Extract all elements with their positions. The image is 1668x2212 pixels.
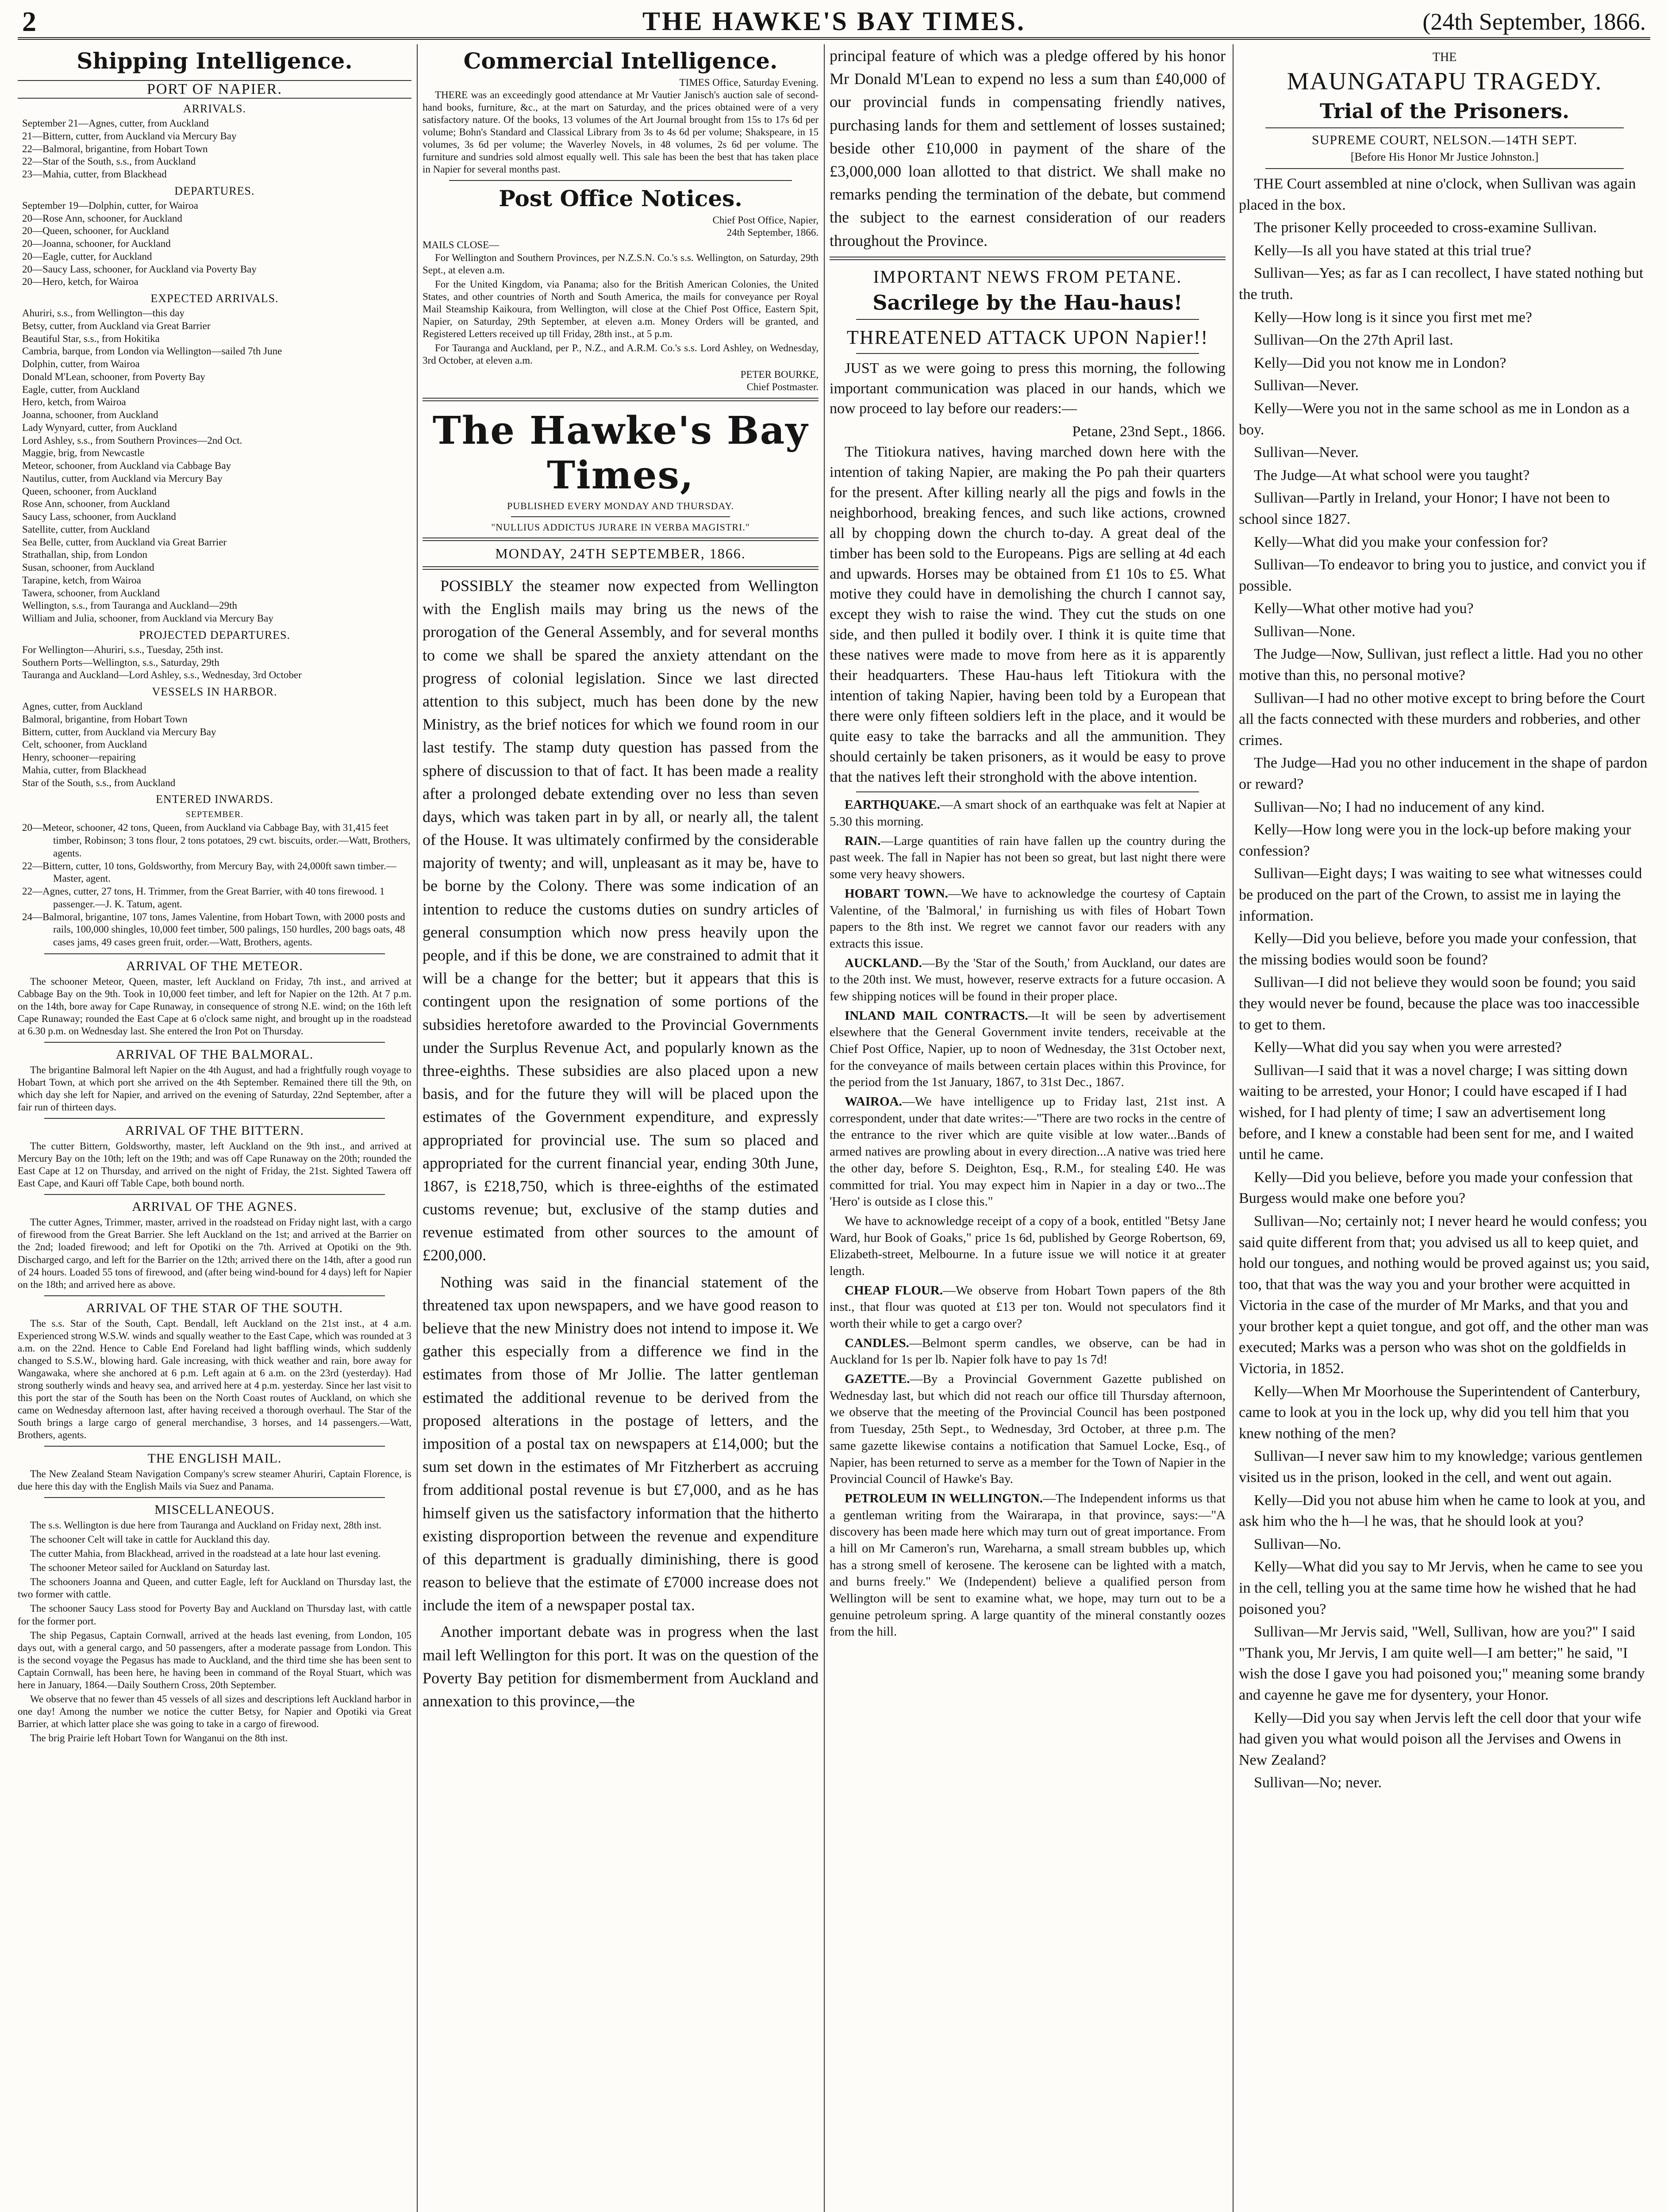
news-briefs bbox=[830, 797, 1226, 1640]
trial-column bbox=[1239, 44, 1650, 2212]
brief-text: —Belmont sperm candles, we observe, can be had in Auckland for 1s per lb. Napier folk have to pay 1s 7d! bbox=[830, 1336, 1226, 1367]
brief-text: —We have to acknowledge the courtesy of Captain Valentine, of the 'Balmoral,' in furnishing us with files of Hobart Town papers to the 8th inst. We regret we cannot favor our readers with any extracts this issue. bbox=[830, 886, 1226, 951]
double-divider bbox=[423, 398, 819, 401]
list-item: Agnes, cutter, from Auckland bbox=[22, 701, 142, 712]
expected-heading: EXPECTED ARRIVALS. bbox=[150, 292, 279, 305]
mails-close-label: MAILS CLOSE— bbox=[423, 239, 500, 251]
commercial-dateline: TIMES Office, Saturday Evening. bbox=[679, 77, 819, 88]
departures-list bbox=[18, 200, 411, 288]
list-item: Balmoral, brigantine, from Hobart Town bbox=[22, 713, 188, 725]
transcript-line: Sullivan—No; never. bbox=[1254, 1774, 1382, 1791]
brief-item bbox=[830, 1283, 1226, 1333]
list-item: 20—Meteor, schooner, 42 tons, Queen, from Auckland via Cabbage Bay, with 31,415 feet timber, Robinson; 3 tons flour, 2 tons potatoes, 29 cwt. biscuits, order.—Watt, Brothers, agents. bbox=[22, 822, 411, 859]
post-office-date: 24th September, 1866. bbox=[726, 227, 819, 238]
transcript-line: Kelly—Did you not know me in London? bbox=[1254, 354, 1507, 371]
transcript-line: The Judge—At what school were you taught? bbox=[1254, 467, 1530, 484]
list-item: Tarapine, ketch, from Wairoa bbox=[22, 574, 141, 586]
transcript-line: Kelly—Did you not abuse him when he came to look at you, and ask him who the h—l he was, that he should look at you? bbox=[1239, 1492, 1645, 1530]
brief-head: HOBART TOWN. bbox=[845, 886, 948, 901]
transcript-line: Kelly—How long is it since you first met me? bbox=[1254, 309, 1532, 326]
transcript-line: Kelly—When Mr Moorhouse the Superintendent of Canterbury, came to look at you in the lock up, why did you tell him that you knew nothing of the men? bbox=[1239, 1383, 1641, 1442]
list-item: Lord Ashley, s.s., from Southern Provinces—2nd Oct. bbox=[22, 434, 242, 446]
transcript-line: Kelly—What did you say when you were arrested? bbox=[1254, 1039, 1562, 1056]
divider bbox=[1265, 127, 1624, 128]
list-item: 22—Bittern, cutter, 10 tons, Goldsworthy, from Mercury Bay, with 24,000ft sawn timber.—Master, agent. bbox=[22, 860, 396, 884]
commercial-article bbox=[423, 77, 819, 176]
list-item: Tauranga and Auckland—Lord Ashley, s.s., Wednesday, 3rd October bbox=[22, 669, 302, 681]
list-item: Rose Ann, schooner, from Auckland bbox=[22, 498, 170, 510]
transcript-line: Kelly—What did you make your confession for? bbox=[1254, 534, 1548, 550]
trial-subtitle: Trial of the Prisoners. bbox=[1319, 99, 1570, 123]
post-office-address: Chief Post Office, Napier, bbox=[712, 215, 819, 226]
divider bbox=[449, 180, 792, 181]
misc-heading: MISCELLANEOUS. bbox=[154, 1502, 275, 1517]
masthead bbox=[18, 4, 1650, 40]
brief-text: —By the 'Star of the South,' from Auckland, our dates are to the 20th inst. We must, however, reserve extracts for a future occasion. A few shipping notices will be found in their proper place. bbox=[830, 956, 1226, 1003]
signature-title: Chief Postmaster. bbox=[746, 381, 819, 392]
list-item: Tawera, schooner, from Auckland bbox=[22, 587, 160, 599]
transcript-line: Kelly—Is all you have stated at this trial true? bbox=[1254, 242, 1531, 259]
divider bbox=[44, 953, 385, 954]
newspaper-title: THE HAWKE'S BAY TIMES. bbox=[642, 7, 1026, 36]
list-item: Beautiful Star, s.s., from Hokitika bbox=[22, 333, 160, 344]
brief-item bbox=[830, 1213, 1226, 1280]
brief-item bbox=[830, 1094, 1226, 1210]
transcript-line: Sullivan—No; certainly not; I never heard he would confess; you said quite different from that; you advised us all to keep quiet, and hold our tongues, and nothing would be proved against us; you said, too, that that was the way you and your brother were acquitted in Victoria in the case of the murder of Mr Marks, and that you and your brother kept a quiet tongue, and got off, and the other man was executed; Marks was a person who was shot on the goldfields in Victoria, in 1852. bbox=[1239, 1213, 1650, 1377]
departures-heading: DEPARTURES. bbox=[174, 184, 255, 197]
brief-item bbox=[830, 797, 1226, 830]
article-text: The cutter Bittern, Goldsworthy, master, left Auckland on the 9th inst., and arrived at Mercury Bay on the 10th; left on the 19th; and was off Cape Runaway on the 20th; rounded the East Cape at 12 on Thursday, and arrived on the night of Friday, the 21st. Sighted Tawera off East Cape, and Kauri off Table Cape, both bound north. bbox=[18, 1141, 411, 1189]
article-text: The schooner Meteor, Queen, master, left Auckland on Friday, 7th inst., and arrived at Cabbage Bay on the 9th. Took in 10,000 feet timber, and left for Napier on the 12th. At 7 p.m. on the 14th, bore away for Cape Runaway, in consequence of strong N.E. wind; on the 16th left Cape Runaway; rounded the East Cape at 6 o'clock same night, and brought up in the roadstead at 6.30 p.m. on Wednesday last. She entered the Iron Pot on Thursday. bbox=[18, 975, 411, 1037]
list-item: September 21—Agnes, cutter, from Auckland bbox=[22, 118, 209, 129]
list-item: For Wellington—Ahuriri, s.s., Tuesday, 25th inst. bbox=[22, 644, 223, 655]
article-text: principal feature of which was a pledge offered by his honor Mr Donald M'Lean to expend no less a sum than £40,000 of our provincial funds in compensating friendly natives, purchasing lands for them and settlement of losses sustained; beside other £10,000 in payment of the share of the £3,000,000 loan allotted to that district. We shall make no remarks pending the termination of the debate, but commend the subject to the earnest consideration of our readers throughout the Province. bbox=[830, 47, 1226, 250]
divider bbox=[856, 791, 1199, 792]
nameplate: The Hawke's Bay Times, bbox=[432, 408, 809, 498]
shipping-column bbox=[18, 44, 411, 2212]
judge-line: [Before His Honor Mr Justice Johnston.] bbox=[1350, 150, 1539, 163]
issue-date: (24th September, 1866. bbox=[1422, 8, 1646, 35]
brief-text: —We have intelligence up to Friday last, 21st inst. A correspondent, under that date writes:—"There are two rocks in the centre of the entrance to the river which are quite visible at low water...Bands of armed natives are prowling about in every direction...A native was tried here the other day, before S. Deighton, Esq., R.M., for stealing £40. He was committed for trial. You may expect him in Napier in a day or two...The 'Hero' is outside as I close this." bbox=[830, 1094, 1226, 1209]
column-rule bbox=[824, 44, 825, 2212]
list-item: Dolphin, cutter, from Wairoa bbox=[22, 358, 140, 369]
list-item: Saucy Lass, schooner, from Auckland bbox=[22, 511, 176, 522]
trial-the: THE bbox=[1432, 50, 1457, 64]
court-line: SUPREME COURT, NELSON.—14TH SEPT. bbox=[1311, 133, 1578, 147]
brief-item bbox=[830, 955, 1226, 1005]
brief-text: —Large quantities of rain have fallen up the country during the past week. The fall in Napier has not been so great, but last night there were some very heavy showers. bbox=[830, 833, 1226, 882]
list-item: 20—Rose Ann, schooner, for Auckland bbox=[22, 212, 182, 224]
transcript-line: Sullivan—No; I had no inducement of any kind. bbox=[1254, 799, 1545, 815]
article-text: The cutter Agnes, Trimmer, master, arrived in the roadstead on Friday night last, with a cargo of firewood from the Great Barrier. She left Auckland on the 1st; and arrived at the Barrier on the 2nd; loaded firewood; and left for Opotiki on the 7th. Arrived at Opotiki on the 9th. Discharged cargo, and left for the Barrier on the 12th; arrived there on the 14th, after a good run of 24 hours. Loaded 55 tons of firewood, and (after being wind-bound for 4 days) left for Napier on the 18th; and arrived here as above. bbox=[18, 1217, 411, 1290]
bittern-article bbox=[18, 1140, 411, 1190]
brief-head: PETROLEUM IN WELLINGTON. bbox=[845, 1491, 1043, 1505]
editorial-paragraph: Another important debate was in progress when the last mail left Wellington for this port. It was on the question of the Poverty Bay petition for dismemberment from Auckland and annexation to this province,—the bbox=[423, 1623, 819, 1710]
list-item: Maggie, brig, from Newcastle bbox=[22, 447, 145, 459]
article-text: The Titiokura natives, having marched down here with the intention of taking Napier, are making the Po pah their quarters for the present. After killing nearly all the pigs and fowls in the neighborhood, breaking fences, and such like actions, crowned all by chopping down the church to-day. A great deal of the timber has been sold to the Europeans. Pigs are selling at 4d each and upwards. Horses may be obtained from £1 10s to £5. What motive they could have in demolishing the church I cannot say, except they wish to raise the wind. They cut the studs on one side, and then pulled it bodily over. I think it is quite time that these natives were made to move from here as it is apparently their headquarters. These Hau-haus left Titiokura with the intention of taking Napier, having been told by a European that there were only fifteen soldiers left in the place, and it would be quite easy to take the barracks and all the ammunition. They should certainly be taken prisoners, as it would be easy to prove that the natives left their stronghold with the above intention. bbox=[830, 444, 1226, 785]
meteor-article bbox=[18, 975, 411, 1037]
projected-heading: PROJECTED DEPARTURES. bbox=[138, 628, 291, 641]
brief-head: CHEAP FLOUR. bbox=[845, 1283, 943, 1298]
transcript-line: Kelly—How long were you in the lock-up before making your confession? bbox=[1239, 822, 1631, 859]
shipping-heading: Shipping Intelligence. bbox=[77, 48, 353, 74]
list-item: 20—Queen, schooner, for Auckland bbox=[22, 225, 169, 237]
list-item: Meteor, schooner, from Auckland via Cabbage Bay bbox=[22, 460, 231, 471]
brief-text: —A smart shock of an earthquake was felt at Napier at 5.30 this morning. bbox=[830, 798, 1226, 829]
arrivals-heading: ARRIVALS. bbox=[183, 102, 246, 115]
double-divider bbox=[423, 538, 819, 541]
article-text: THERE was an exceedingly good attendance at Mr Vautier Janisch's auction sale of second-hand books, furniture, &c., at the mart on Saturday, and the prices obtained were of a very satisfactory nature. Of the books, 13 volumes of the Art Journal brought from 15s to 17s 6d per volume; Bohn's Standard and Classical Library from 3s to 4s 6d per volume; Shakspeare, in 15 volumes, 3s 6d per volume; the Waverley Novels, in 48 volumes, 2s 6d per volume. The furniture and sundries sold almost equally well. This sale has been the best that has taken place in Napier for several months past. bbox=[423, 89, 819, 175]
list-item: 23—Mahia, cutter, from Blackhead bbox=[22, 169, 167, 180]
divider bbox=[44, 1446, 385, 1447]
letter-dateline: Petane, 23nd Sept., 1866. bbox=[1072, 423, 1226, 440]
transcript-line: Sullivan—Eight days; I was waiting to see what witnesses could be produced on the part of the Crown, to assist me in laying the information. bbox=[1239, 865, 1642, 924]
brief-text: —By a Provincial Government Gazette published on Wednesday last, but which did not reach our office till Thursday afternoon, we observe that the meeting of the Provincial Council has been postponed from Tuesday, 25th Sept., to Wednesday, 3rd October, at three p.m. The same gazette likewise contains a notification that Samuel Locke, Esq., of Napier, has been returned to serve as a member for the Town of Napier in the Provincial Council of Hawke's Bay. bbox=[830, 1372, 1226, 1486]
brief-item bbox=[830, 833, 1226, 883]
misc-item: The s.s. Wellington is due here from Tauranga and Auckland on Friday next, 28th inst. bbox=[30, 1520, 382, 1531]
divider bbox=[44, 1118, 385, 1119]
bittern-heading: ARRIVAL OF THE BITTERN. bbox=[125, 1123, 304, 1138]
entered-heading: ENTERED INWARDS. bbox=[156, 793, 273, 806]
list-item: Hero, ketch, from Wairoa bbox=[22, 396, 126, 408]
editorial-paragraph: Nothing was said in the financial statement of the threatened tax upon newspapers, and we have good reason to believe that the new Ministry does not intend to impose it. We gather this especially from a difference we find in the estimates from those of Mr Jollie. The latter gentleman estimated the additional revenue to be derived from the proposed alterations in the postage of letters, and the imposition of a postal tax on newspapers at £14,000; but the sum set down in the estimates of Mr Fitzherbert as accruing from additional postal revenue is but £7,000, and as he has himself given us the satisfactory information that the hitherto existing disproportion between the revenue and expenditure of this department is gradually diminishing, there is good reason to believe that the estimate of £7000 increase does not include the item of a newspaper postal tax. bbox=[423, 1273, 819, 1614]
misc-item: The schooner Saucy Lass stood for Poverty Bay and Auckland on Thursday last, with cattle for the former port. bbox=[18, 1603, 411, 1627]
list-item: 20—Saucy Lass, schooner, for Auckland via Poverty Bay bbox=[22, 263, 257, 275]
transcript-line: The Judge—Had you no other inducement in the shape of pardon or reward? bbox=[1239, 755, 1648, 793]
post-office-notices bbox=[423, 214, 819, 393]
misc-item: The schooner Celt will take in cattle for Auckland this day. bbox=[30, 1534, 270, 1545]
notice-item: For the United Kingdom, via Panama; also for the British American Colonies, the United States, and other countries of North and South America, the mails for conveyance per Royal Mail Steamship Kaikoura, from Wellington, will close at the Chief Post Office, Eastern Spit, Napier, on Saturday, 29th September, at eleven a.m. Money Orders will be granted, and Registered Letters received up till Friday, 28th inst., at 5 p.m. bbox=[423, 278, 819, 339]
list-item: Mahia, cutter, from Blackhead bbox=[22, 764, 146, 776]
brief-item bbox=[830, 886, 1226, 952]
brief-item bbox=[830, 1008, 1226, 1091]
transcript-line: Sullivan—I said that it was a novel charge; I was sitting down waiting to be arrested, your Honor; I could have escaped if I had wished, for I had plenty of time; I saw an advertisement long before, and I knew a constable had been sent for me, and I waited until he came. bbox=[1239, 1062, 1634, 1163]
agnes-article bbox=[18, 1216, 411, 1290]
notice-item: For Wellington and Southern Provinces, per N.Z.S.N. Co.'s s.s. Wellington, on Saturday, 29th Sept., at eleven a.m. bbox=[423, 252, 819, 276]
commercial-heading: Commercial Intelligence. bbox=[463, 48, 778, 74]
list-item: 20—Eagle, cutter, for Auckland bbox=[22, 250, 152, 262]
transcript-line: Sullivan—Mr Jervis said, "Well, Sullivan, how are you?" I said "Thank you, Mr Jervis, I am quite well—I am better;" he said, "I wish the dose I gave you had poisoned you;" meaning some brandy and cayenne he gave me for dysentery, your Honor. bbox=[1239, 1624, 1645, 1703]
expected-list bbox=[18, 307, 411, 625]
misc-item: The brig Prairie left Hobart Town for Wanganui on the 8th inst. bbox=[30, 1732, 288, 1743]
list-item: Queen, schooner, from Auckland bbox=[22, 485, 157, 497]
threat-heading: THREATENED ATTACK UPON Napier!! bbox=[846, 326, 1209, 348]
transcript-line: Sullivan—No. bbox=[1254, 1536, 1341, 1552]
divider bbox=[44, 1295, 385, 1296]
list-item: 22—Balmoral, brigantine, from Hobart Town bbox=[22, 143, 208, 154]
list-item: 20—Hero, ketch, for Wairoa bbox=[22, 276, 138, 288]
brief-item bbox=[830, 1335, 1226, 1368]
list-item: 22—Star of the South, s.s., from Auckland bbox=[22, 156, 196, 167]
editorial-continuation bbox=[830, 44, 1226, 252]
star-heading: ARRIVAL OF THE STAR OF THE SOUTH. bbox=[86, 1300, 343, 1315]
article-text: The s.s. Star of the South, Capt. Bendall, left Auckland on the 21st inst., at 4 a.m. Experienced strong W.S.W. winds and squally weather to the East Cape, which was rounded at 3 a.m. on the 22nd. Hence to Cable End Foreland had light baffling winds, which suddenly changed to S.S.W., blowing hard. Gale increasing, with thick weather and rain, bore away for Wangawaka, where she anchored at 6 p.m. Left again at 6 a.m. on the 23rd (yesterday). Had strong southerly winds and heavy sea, and arrived here at 4 p.m. yesterday. Since her last visit to this port the star of the South has been on the North Coast routes of Auckland, on which she came on Wednesday afternoon last, after having received a thorough overhaul. The Star of the South brings a large cargo of general merchandise, 3 horses, and 14 passengers.—Watt, Brothers, agents. bbox=[18, 1317, 411, 1441]
brief-item bbox=[830, 1371, 1226, 1488]
list-item: Betsy, cutter, from Auckland via Great Barrier bbox=[22, 320, 211, 331]
editorial-column bbox=[423, 44, 819, 2212]
misc-article bbox=[18, 1519, 411, 1744]
column-rule bbox=[1233, 44, 1234, 2212]
trial-title: MAUNGATAPU TRAGEDY. bbox=[1287, 68, 1603, 95]
list-item: William and Julia, schooner, from Auckland via Mercury Bay bbox=[22, 613, 273, 624]
projected-list bbox=[18, 644, 411, 682]
list-item: 21—Bittern, cutter, from Auckland via Mercury Bay bbox=[22, 130, 237, 142]
transcript-line: Sullivan—Never. bbox=[1254, 444, 1359, 461]
divider bbox=[44, 1497, 385, 1498]
misc-item: The cutter Mahia, from Blackhead, arrived in the roadstead at a late hour last evening. bbox=[30, 1548, 381, 1559]
transcript-line: Kelly—What other motive had you? bbox=[1254, 600, 1474, 617]
brief-head: AUCKLAND. bbox=[845, 956, 922, 970]
transcript-line: Sullivan—To endeavor to bring you to justice, and convict you if possible. bbox=[1239, 557, 1646, 594]
list-item: Sea Belle, cutter, from Auckland via Great Barrier bbox=[22, 536, 227, 548]
brief-head: GAZETTE. bbox=[845, 1372, 910, 1386]
list-item: Donald M'Lean, schooner, from Poverty Bay bbox=[22, 371, 205, 382]
misc-item: The schooners Joanna and Queen, and cutter Eagle, left for Auckland on Thursday last, the two former with cattle. bbox=[18, 1576, 411, 1600]
news-heading: IMPORTANT NEWS FROM PETANE. bbox=[873, 266, 1182, 287]
port-heading: PORT OF NAPIER. bbox=[18, 80, 411, 99]
vessels-heading: VESSELS IN HARBOR. bbox=[152, 685, 277, 698]
list-item: Ahuriri, s.s., from Wellington—this day bbox=[22, 307, 184, 319]
transcript-line: Kelly—Did you believe, before you made your confession that Burgess would make one before you? bbox=[1239, 1169, 1633, 1207]
brief-text: —It will be seen by advertisement elsewhere that the General Government invite tenders, receivable at the Chief Post Office, Napier, up to noon of Wednesday, the 31st October next, for the conveyance of mails between certain places within this Province, for the period from the 1st January, 1867, to 31st Dec., 1867. bbox=[830, 1008, 1226, 1090]
list-item: Cambria, barque, from London via Wellington—sailed 7th June bbox=[22, 346, 282, 357]
transcript-line: Kelly—What did you say to Mr Jervis, when he came to see you in the cell, telling you at the same time how he wished that he had poisoned you? bbox=[1239, 1559, 1643, 1617]
transcript-line: Sullivan—I did not believe they would soon be found; you said they would never be found, because the place was too inaccessible to get to them. bbox=[1239, 974, 1640, 1033]
arrivals-list bbox=[18, 117, 411, 181]
misc-item: The schooner Meteor sailed for Auckland on Saturday last. bbox=[30, 1562, 270, 1574]
misc-item: The ship Pegasus, Captain Cornwall, arrived at the heads last evening, from London, 105 days out, with a general cargo, and 50 passengers, after a moderate passage from London. This is the second voyage the Pegasus has made to Auckland, and the third time she has been sent to Captain Cornwall, has been here, he having been in command of the Royal Stuart, which was here in January, 1864.—Daily Southern Cross, 20th September. bbox=[18, 1629, 411, 1690]
list-item: Joanna, schooner, from Auckland bbox=[22, 409, 158, 420]
brief-head: CANDLES. bbox=[845, 1336, 909, 1350]
transcript-line: The prisoner Kelly proceeded to cross-examine Sullivan. bbox=[1254, 219, 1597, 236]
entered-list bbox=[18, 822, 411, 949]
list-item: 22—Agnes, cutter, 27 tons, H. Trimmer, from the Great Barrier, with 40 tons firewood. 1 passenger.—J. K. Tatum, agent. bbox=[22, 886, 385, 910]
star-article bbox=[18, 1317, 411, 1441]
trial-transcript bbox=[1239, 173, 1650, 1793]
transcript-line: Sullivan—Yes; as far as I can recollect, I have stated nothing but the truth. bbox=[1239, 265, 1644, 303]
transcript-line: Sullivan—None. bbox=[1254, 623, 1356, 640]
article-text: The brigantine Balmoral left Napier on the 4th August, and had a frightfully rough voyage to Hobart Town, at which port she arrived on the 4th September. Remained there till the 9th, on which day she left for Napier, and arrived on the evening of Saturday, 22nd September, after a fair run of thirteen days. bbox=[18, 1064, 411, 1113]
transcript-line: Sullivan—On the 27th April last. bbox=[1254, 332, 1453, 349]
list-item: 20—Joanna, schooner, for Auckland bbox=[22, 238, 171, 249]
list-item: Susan, schooner, from Auckland bbox=[22, 562, 154, 573]
article-text: JUST as we were going to press this morning, the following important communication was placed in our hands, which we now proceed to lay before our readers:— bbox=[830, 360, 1226, 417]
misc-item: We observe that no fewer than 45 vessels of all sizes and descriptions left Auckland harbor in one day! Among the number we notice the cutter Betsy, for Napier and Opotiki via Great Barrier, at which latter place she was going to take in a cargo of firewood. bbox=[18, 1693, 411, 1729]
divider bbox=[511, 516, 730, 517]
brief-text: —We observe from Hobart Town papers of the 8th inst., that flour was quoted at £13 per ton. Would not speculators find it worth their while to get a cargo over? bbox=[830, 1283, 1226, 1331]
divider bbox=[856, 319, 1199, 320]
published-line: PUBLISHED EVERY MONDAY AND THURSDAY. bbox=[507, 500, 734, 512]
list-item: Celt, schooner, from Auckland bbox=[22, 739, 147, 750]
list-item: 24—Balmoral, brigantine, 107 tons, James Valentine, from Hobart Town, with 2000 posts and rails, 100,000 shingles, 10,000 feet timber, 500 palings, 150 hurdles, 200 bags oats, 48 cases jams, 49 cases green fruit, order.—Watt, Brothers, agents. bbox=[22, 911, 405, 948]
signature-name: PETER BOURKE, bbox=[740, 369, 819, 380]
transcript-line: Sullivan—I never saw him to my knowledge; various gentlemen visited us in the prison, looked in the cell, and went out again. bbox=[1239, 1448, 1643, 1486]
list-item: September 19—Dolphin, cutter, for Wairoa bbox=[22, 200, 198, 211]
transcript-line: Kelly—Were you not in the same school as me in London as a boy. bbox=[1239, 400, 1630, 438]
transcript-line: Sullivan—I had no other motive except to bring before the Court all the facts connected with these murders and robberies, and other crimes. bbox=[1239, 690, 1645, 749]
notice-item: For Tauranga and Auckland, per P., N.Z., and A.R.M. Co.'s s.s. Lord Ashley, on Wednesday, 3rd October, at eleven a.m. bbox=[423, 342, 819, 366]
list-item: Wellington, s.s., from Tauranga and Auckland—29th bbox=[22, 600, 238, 611]
transcript-line: Kelly—Did you say when Jervis left the cell door that your wife had given you what would poison all the Jervises and Owens in New Zealand? bbox=[1239, 1709, 1641, 1768]
entered-month: SEPTEMBER. bbox=[185, 810, 244, 820]
brief-text: We have to acknowledge receipt of a copy of a book, entitled "Betsy Jane Ward, hur Book of Goaks," price 1s 6d, published by George Robertson, 69, Elizabeth-street, Melbourne. In a future issue we will notice it at greater length. bbox=[830, 1214, 1226, 1278]
transcript-line: Sullivan—Never. bbox=[1254, 377, 1359, 394]
list-item: Star of the South, s.s., from Auckland bbox=[22, 777, 176, 788]
brief-head: INLAND MAIL CONTRACTS. bbox=[845, 1008, 1028, 1023]
motto: "NULLIUS ADDICTUS JURARE IN VERBA MAGISTRI." bbox=[491, 522, 750, 533]
mail-article bbox=[18, 1468, 411, 1493]
divider bbox=[44, 1194, 385, 1195]
brief-item bbox=[830, 1490, 1226, 1640]
list-item: Henry, schooner—repairing bbox=[22, 752, 136, 763]
news-article bbox=[830, 358, 1226, 787]
editorial-article bbox=[423, 574, 819, 1713]
page-number: 2 bbox=[22, 6, 36, 37]
divider bbox=[1265, 168, 1624, 169]
brief-text: —The Independent informs us that a gentleman writing from the Wairarapa, in that province, says:—"A discovery has been made here which may turn out of great importance. From a hill on Mr Cameron's run, Wareharna, a small stream bubbles up, which has a strong smell of kerosene. The kerosene can be lighted with a match, and burns freely." We (Independent) believe a qualified person from Wellington will be sent to examine what, we hope, may turn out to be a genuine petroleum spring. A large quantity of the mineral constantly oozes from the hill. bbox=[830, 1491, 1226, 1639]
list-item: Bittern, cutter, from Auckland via Mercury Bay bbox=[22, 726, 216, 737]
transcript-line: THE Court assembled at nine o'clock, when Sullivan was again placed in the box. bbox=[1239, 176, 1636, 213]
brief-head: EARTHQUAKE. bbox=[845, 798, 940, 812]
news-subheading: Sacrilege by the Hau-haus! bbox=[872, 290, 1183, 315]
editorial-paragraph: POSSIBLY the steamer now expected from Wellington with the English mails may bring us the news of the prorogation of the General Assembly, and for several months to come we shall be spared the anxiety attendant on the progress of colonial legislation. Since we last directed attention to this subject, much has been done by the new Ministry, as the brief notices for which we found room in our last testify. The stamp duty question has passed from the sphere of discussion to that of fact. It has been made a reality after a prolonged debate extending over no less than seven days, which was taken part in by all, or nearly all, the talent of the House. It was ultimately confirmed by the considerable majority of twenty; and will, unpleasant as it may be, have to be borne by the Colony. There was some indication of an intention to reduce the customs duties on sundry articles of general consumption which now press heavily upon the people, and if this be done, we are constrained to admit that it will be a change for the better; but it appears that this is contingent upon the resignation of some portions of the subsidies heretofore awarded to the Provincial Governments under the Surplus Revenue Act, and popularly known as the three-eighths. These subsidies are also placed upon a new basis, and for the future they will will be placed upon the estimates of the Government expenditure, and expressly appropriated for provincial use. The sum so placed and appropriated for the current financial year, ending 30th June, 1867, is £218,750, which is three-eighths of the estimated customs revenue; but, exclusive of the stamp duties and revenue estimated from other sources to the amount of £200,000. bbox=[423, 577, 819, 1264]
list-item: Lady Wynyard, cutter, from Auckland bbox=[22, 422, 177, 433]
transcript-line: Sullivan—Partly in Ireland, your Honor; I have not been to school since 1827. bbox=[1239, 490, 1610, 527]
news-column bbox=[830, 44, 1226, 2212]
list-item: Strathallan, ship, from London bbox=[22, 549, 147, 561]
transcript-line: Kelly—Did you believe, before you made your confession, that the missing bodies would soon be found? bbox=[1239, 930, 1637, 968]
editorial-date: MONDAY, 24TH SEPTEMBER, 1866. bbox=[495, 545, 746, 562]
meteor-heading: ARRIVAL OF THE METEOR. bbox=[126, 958, 303, 973]
mail-heading: THE ENGLISH MAIL. bbox=[147, 1451, 282, 1466]
agnes-heading: ARRIVAL OF THE AGNES. bbox=[132, 1199, 297, 1214]
balmoral-heading: ARRIVAL OF THE BALMORAL. bbox=[115, 1047, 314, 1062]
brief-head: WAIROA. bbox=[845, 1094, 902, 1109]
list-item: Eagle, cutter, from Auckland bbox=[22, 384, 140, 395]
divider bbox=[44, 1042, 385, 1043]
vessels-list bbox=[18, 700, 411, 789]
column-rule bbox=[417, 44, 418, 2212]
list-item: Southern Ports—Wellington, s.s., Saturday, 29th bbox=[22, 657, 219, 668]
double-divider bbox=[423, 566, 819, 570]
brief-head: RAIN. bbox=[845, 833, 881, 848]
double-divider bbox=[830, 257, 1226, 260]
post-office-heading: Post Office Notices. bbox=[499, 185, 742, 212]
article-text: The New Zealand Steam Navigation Company's screw steamer Ahuriri, Captain Florence, is due here this day with the English Mails via Suez and Panama. bbox=[18, 1468, 411, 1492]
list-item: Nautilus, cutter, from Auckland via Mercury Bay bbox=[22, 472, 223, 484]
transcript-line: The Judge—Now, Sullivan, just reflect a little. Had you no other motive than this, no personal motive? bbox=[1239, 646, 1643, 684]
list-item: Satellite, cutter, from Auckland bbox=[22, 523, 150, 535]
balmoral-article bbox=[18, 1064, 411, 1114]
divider bbox=[856, 353, 1199, 354]
